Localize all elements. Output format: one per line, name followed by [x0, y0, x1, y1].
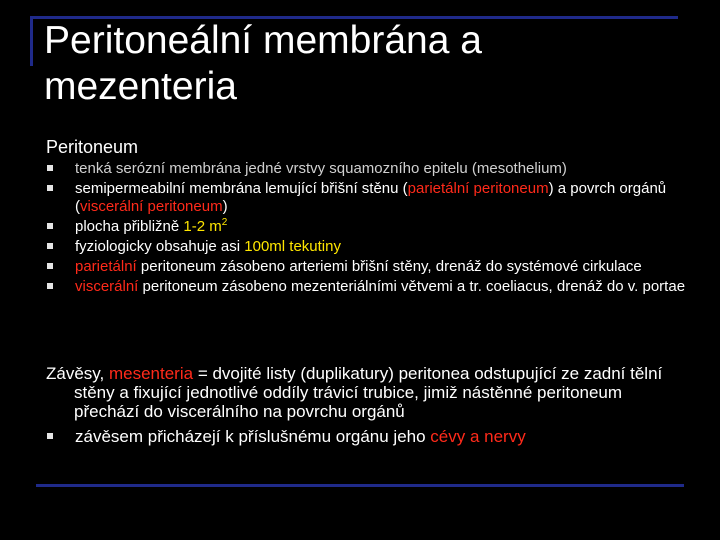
sub-bullet-list — [46, 427, 686, 446]
text-run: parietální — [75, 258, 137, 275]
text-run: mesenteria — [108, 364, 194, 383]
bottom-rule — [36, 484, 684, 487]
slide-title: Peritoneální membrána a mezenteria — [44, 19, 482, 108]
text-run: tenká serózní membrána jedné vrstvy squamozního epitelu (mesothelium) — [75, 160, 567, 177]
text-run: závěsem přicházejí k příslušnému orgánu jeho — [75, 427, 431, 446]
text-run: peritoneum zásobeno arteriemi břišní stěny, drenáž do systémové cirkulace — [136, 258, 642, 275]
text-run: 1-2 m — [183, 218, 222, 235]
square-bullet-icon — [47, 185, 53, 191]
section-heading: Peritoneum — [46, 137, 139, 157]
mesenteria-paragraph — [46, 364, 686, 421]
title-left-rule — [30, 16, 33, 66]
text-run: plocha přibližně — [75, 218, 184, 235]
bullet-list — [46, 160, 686, 298]
text-run: 2 — [221, 217, 228, 228]
square-bullet-icon — [47, 433, 53, 439]
list-item — [46, 238, 686, 256]
text-run: = dvojité listy (duplikatury) peritonea odstupující ze zadní tělní stěny a fixující jednotlivé oddíly trávicí trubice, jimiž nástěnné peritoneum přechází do viscerálního na povrchu orgánů — [74, 364, 663, 421]
text-run: viscerální peritoneum — [80, 198, 223, 215]
list-item — [46, 180, 686, 216]
text-run: ) — [222, 198, 228, 215]
square-bullet-icon — [47, 243, 53, 249]
list-item — [46, 160, 686, 178]
square-bullet-icon — [47, 223, 53, 229]
text-run: ) a povrch orgánů ( — [75, 180, 667, 215]
text-run: cévy a nervy — [430, 427, 526, 446]
text-run: Závěsy, — [46, 364, 109, 383]
list-item — [46, 218, 686, 236]
list-item — [46, 278, 686, 296]
text-run: parietální peritoneum — [407, 180, 549, 197]
square-bullet-icon — [47, 165, 53, 171]
text-run: semipermeabilní membrána lemující břišní stěnu ( — [75, 180, 408, 197]
text-run: peritoneum zásobeno mezenteriálními větvemi a tr. coeliacus, drenáž do v. portae — [138, 278, 686, 295]
text-run: viscerální — [75, 278, 139, 295]
list-item — [46, 258, 686, 276]
square-bullet-icon — [47, 283, 53, 289]
square-bullet-icon — [47, 263, 53, 269]
text-run: 100ml tekutiny — [244, 238, 341, 255]
list-item — [46, 427, 686, 446]
text-run: fyziologicky obsahuje asi — [75, 238, 245, 255]
